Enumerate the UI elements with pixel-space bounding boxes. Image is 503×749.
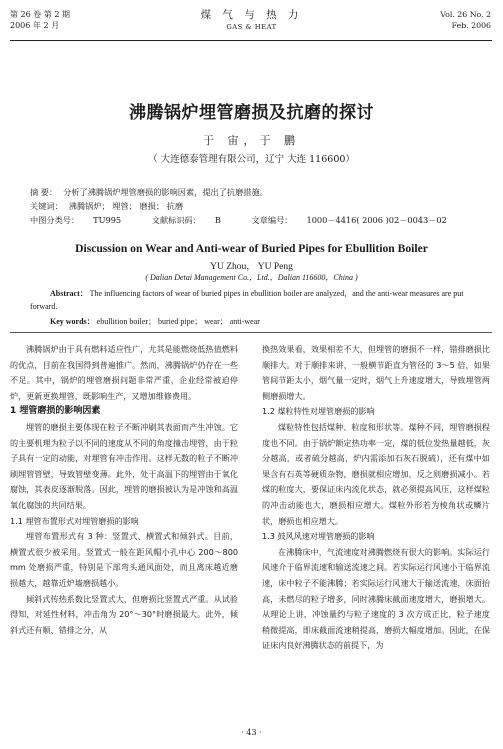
classification-block bbox=[30, 214, 480, 227]
page-number: · 43 · bbox=[241, 728, 262, 737]
keywords-en-label: Key words： bbox=[50, 317, 95, 326]
running-header bbox=[0, 9, 503, 39]
journal-name-en: GAS & HEAT bbox=[226, 23, 277, 31]
section-divider bbox=[10, 332, 492, 333]
date-cn: 2006 年 2 月 bbox=[10, 21, 60, 30]
paper-title-en: Discussion on Wear and Anti-wear of Buried Pipes for Ebullition Boiler bbox=[75, 242, 428, 255]
body-paragraph: 换热效果看，效果相差不大，但埋管的磨损不一样，错排磨损比顺排大。对于顺排来讲，一般横节距直为管径的 3～5 倍，如果管间节距太小，烟气量一定时，烟气上升速度增大，导致埋管两侧磨损增大。 bbox=[262, 344, 490, 401]
section-heading: 1 埋管磨损的影响因素 bbox=[10, 406, 101, 417]
authors-cn: 于 宙，于 鹏 bbox=[203, 134, 300, 147]
affiliation-en: ( Dalian Detai Management Co.，Ltd.，Dalian 116600，China ) bbox=[145, 273, 358, 282]
subsection-heading: 1.2 煤粒特性对埋管磨损的影响 bbox=[262, 406, 375, 417]
keywords-en-block bbox=[50, 316, 480, 327]
header-center bbox=[0, 9, 503, 32]
body-paragraph: 沸腾锅炉由于具有燃料适应性广，尤其是能燃烧低热值燃料的优点，目前在我国得到普遍推广。然而，沸腾锅炉仍存在一些不足。其中，锅炉的埋管磨损问题非常严重，企业经常被迫停炉，更新更换埋管，既影响生产，又增加维修费用。 bbox=[10, 344, 238, 401]
subsection-heading: 1.3 鼓风风速对埋管磨损的影响 bbox=[262, 531, 375, 542]
class-label: 中图分类号： bbox=[30, 215, 80, 225]
body-paragraph: 埋管的磨损主要体现在粒子不断冲刷其表面而产生冲蚀。它的主要机理为粒子以不同的速度从不同的角度撞击埋管，由于粒子具有一定的动能，对埋管有冲击作用。这样无数的粒子不断冲刷埋管管壁，导致管壁变薄。此外，处于高温下的埋管由于氧化腐蚀，其表皮逐渐脱落。因此，埋管的磨损被认为是冲蚀和高温氧化腐蚀的共同结果。 bbox=[10, 421, 238, 510]
affiliation-cn: （ 大连德泰管理有限公司，辽宁 大连 116600） bbox=[148, 154, 355, 165]
body-column-right bbox=[262, 342, 490, 654]
header-right bbox=[440, 9, 491, 31]
doc-code-label: 文献标识码： bbox=[151, 215, 201, 225]
abstract-en-block bbox=[30, 288, 475, 313]
abstract-cn-label: 摘 要： bbox=[30, 187, 58, 197]
abstract-cn-text: 分析了沸腾锅炉埋管磨损的影响因素，提出了抗磨措施。 bbox=[63, 187, 268, 197]
body-paragraph: 在沸腾床中，气流速度对沸腾燃烧有很大的影响。实际运行风速介于临界流速和输送流速之间。若实际运行风速小于临界流速，床中粒子不能沸腾；若实际运行风速大于输送流速，床面抬高，未燃尽的粒子增多，同时沸腾床截面速度增大，磨损增大。从理论上讲，冲蚀量约与粒子速度的 3 次方成正比，粒子速度稍微提高，即床截面流速稍提高，磨损大幅度增加。因此，在保证床内良好沸腾状态的前提下，为 bbox=[262, 546, 490, 651]
doc-code-value: B bbox=[214, 215, 221, 225]
article-no-value: 1000－4416( 2006 )02－0043－02 bbox=[306, 215, 447, 225]
volume-issue-en: Vol. 26 No. 2 bbox=[440, 10, 491, 19]
authors-en: YU Zhou， YU Peng bbox=[210, 262, 293, 272]
journal-name-cn: 煤 气 与 热 力 bbox=[200, 9, 303, 21]
body-paragraph: 倾斜式传热系数比竖置式大，但磨损比竖置式严重。从试验得知，对延性材料，冲击角为 20°～30°时磨损最大。此外，倾斜式还有顺、错排之分，从 bbox=[10, 593, 238, 635]
body-paragraph: 煤粒特性包括煤种、粒度和形状等。煤种不同，埋管磨损程度也不同。由于锅炉额定热功率一定，煤的低位发热量越低，灰分越高，或者硫分越高，炉内需添加石灰石脱硫），还有煤中如果含有石英等硬质杂物，磨损就相应增加，反之则磨损减小。若煤的粒度大，要保证床内流化状态，就必须提高风压，这样煤粒的冲击动能也大，磨损相应增大。煤粒外形若为棱角状或鳞片状，磨损也相应增大。 bbox=[262, 421, 490, 526]
keywords-cn-text: 沸腾锅炉； 埋管； 磨损； 抗磨 bbox=[68, 201, 184, 211]
abstract-en-text: The influencing factors of wear of buried pipes in ebullition boiler are analyzed，and the anti-wear measures are put forward. bbox=[30, 289, 464, 311]
volume-issue-cn: 第 26 卷 第 2 期 bbox=[10, 10, 70, 19]
keywords-en-text: ebullition boiler； buried pipe； wear； anti-wear bbox=[96, 317, 260, 326]
class-value: TU995 bbox=[93, 215, 122, 225]
article-no-label: 文章编号： bbox=[251, 215, 293, 225]
paper-title-cn: 沸腾锅炉埋管磨损及抗磨的探讨 bbox=[129, 103, 374, 123]
keywords-cn-label: 关键词： bbox=[30, 201, 63, 211]
subsection-heading: 1.1 埋管布置形式对埋管磨损的影响 bbox=[10, 515, 139, 526]
abstract-cn-block bbox=[30, 186, 480, 199]
header-rule bbox=[10, 40, 492, 41]
body-paragraph: 埋管布置形式有 3 种：竖置式、横置式和倾斜式。目前，横置式很少被采用。竖置式一般在距风帽小孔中心 200～800 mm 处磨损严重，特别是下部弯头通风面处，而且离床越近磨损越大，越靠近炉墙磨损越小。 bbox=[10, 531, 238, 588]
date-en: Feb. 2006 bbox=[451, 21, 491, 30]
body-column-left bbox=[10, 342, 238, 638]
abstract-en-label: Abstract： bbox=[50, 289, 88, 298]
keywords-cn-block bbox=[30, 200, 480, 213]
